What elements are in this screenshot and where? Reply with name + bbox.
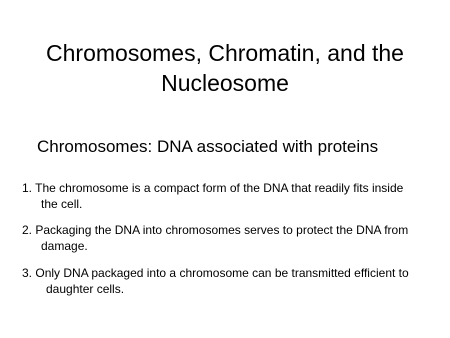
list-item-number: 1. (22, 181, 33, 195)
list-item (22, 222, 408, 254)
list-item-continuation: damage. (41, 239, 88, 253)
list-item-text: The chromosome is a compact form of the DNA that readily fits inside (35, 181, 404, 195)
list-item-text: Only DNA packaged into a chromosome can be transmitted efficient to (35, 266, 409, 280)
slide-title-line-1: Chromosomes, Chromatin, and the (46, 40, 404, 66)
slide-subtitle: Chromosomes: DNA associated with proteins (37, 137, 379, 156)
list-item-continuation: daughter cells. (46, 282, 125, 296)
list-item-number: 2. (22, 223, 33, 237)
list-item (22, 180, 403, 212)
list-item-continuation: the cell. (41, 197, 83, 211)
slide-title (0, 38, 450, 98)
list-item-text: Packaging the DNA into chromosomes serves to protect the DNA from (35, 223, 409, 237)
list-item (22, 265, 409, 297)
list-item-number: 3. (22, 266, 33, 280)
slide-title-line-2: Nucleosome (161, 70, 289, 96)
